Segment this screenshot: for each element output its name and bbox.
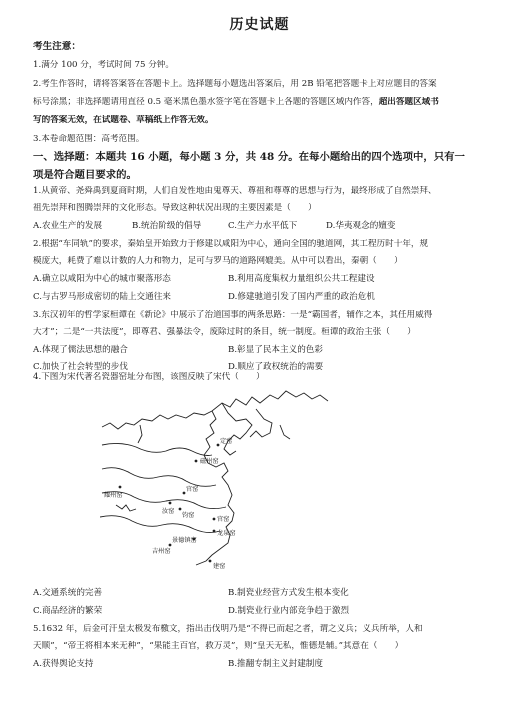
label-jizhou: 吉州窑 — [152, 548, 171, 555]
notice-line-1: 1.满分 100 分，考试时间 75 分钟。 — [33, 60, 174, 70]
marker-guanyao — [183, 492, 186, 495]
notice-line-3 — [33, 97, 495, 108]
song-kiln-map — [100, 385, 330, 580]
label-ruyao: 汝窑 — [162, 508, 175, 515]
q3-stem-line-1: 3.东汉初年的哲学家桓谭在《新论》中展示了治道国事的两条思路：一是“霸国者，辅作之本，其任用威得 — [33, 310, 433, 320]
q1-option-d: D.华夷观念的嬗变 — [326, 221, 396, 231]
q1-option-c: C.生产力水平低下 — [228, 221, 298, 231]
section-heading-line-2: 项是符合题目要求的。 — [33, 169, 137, 181]
label-cizhou: 磁州窑 — [200, 458, 219, 465]
marker-yaozhou — [119, 486, 122, 489]
notice-line-3-text: 标号涂黑；非选择题请用直径 0.5 毫米黑色墨水签字笔在答题卡上各题的答题区域内作答， — [33, 97, 379, 107]
q2-option-d: D.修建驰道引发了国内严重的政治危机 — [228, 292, 375, 302]
notice-line-5: 3.本卷命题范围：高考范围。 — [33, 134, 145, 144]
q1-option-a: A.农业生产的发展 — [33, 221, 103, 231]
q2-option-c: C.与古罗马形成密切的陆上交通往来 — [33, 292, 171, 302]
label-junyao: 钧窑 — [182, 512, 195, 519]
q2-stem-line-2: 模庞大，耗费了难以计数的人力和物力，足可与罗马的道路网媲美。从中可以看出，秦朝（ ） — [33, 256, 403, 266]
label-jingdezhen: 景德镇窑 — [172, 537, 197, 544]
page-title: 历史试题 — [229, 17, 290, 33]
notice-heading: 考生注意： — [33, 41, 81, 52]
q5-option-b: B.推翻专制主义封建制度 — [228, 659, 323, 669]
label-longquan: 龙泉窑 — [217, 530, 236, 537]
marker-guanyao2 — [213, 518, 216, 521]
q3-option-a: A.体现了儒法思想的融合 — [33, 345, 128, 355]
label-guanyao: 官窑 — [186, 486, 199, 493]
q4-stem: 4.下图为宋代著名瓷器窑址分布图，该图反映了宋代（ ） — [33, 372, 265, 382]
q3-stem-line-2: 大才”；二是“一共法度”，即尊君、强暴法令，废除过时的条目，统一制度。桓谭的政治主张（ ） — [33, 327, 416, 337]
marker-ruyao — [169, 502, 172, 505]
q4-option-d: D.制瓷业行业内部竞争趋于激烈 — [228, 606, 350, 616]
marker-dingyao — [217, 444, 220, 447]
notice-line-4: 写的答案无效，在试题卷、草稿纸上作答无效。 — [33, 115, 214, 125]
q5-stem-line-1: 5.1632 年，后金可汗皇太极发布檄文，指出击伐明乃是“不得已而起之者，谓之义兵；义兵所举，人和 — [33, 624, 423, 634]
q2-stem-line-1: 2.根据“车同轨”的要求，秦始皇开始致力于修建以咸阳为中心，通向全国的驰道网，其工程历时十年，规 — [33, 239, 429, 249]
q4-option-b: B.制瓷业经营方式发生根本变化 — [228, 588, 349, 598]
label-guanyao2: 官窑 — [217, 516, 230, 523]
section-heading-line-1: 一、选择题：本题共 16 小题，每小题 3 分，共 48 分。在每小题给出的四个选项中，只有一 — [33, 151, 465, 163]
q5-stem-line-2: 天顺”，“帝王将相本来无种”，“果能主百官，救万灵”，则“皇天无私，惟德是辅。”其意在（ ） — [33, 641, 404, 651]
notice-line-2: 2.考生作答时，请将答案答在答题卡上。选择题每小题选出答案后，用 2B 铅笔把答题卡上对应题目的答案 — [33, 79, 437, 89]
notice-line-3-bold: 超出答题区域书 — [378, 97, 439, 107]
q4-option-c: C.商品经济的繁荣 — [33, 606, 103, 616]
q4-option-a: A.交通系统的完善 — [33, 588, 103, 598]
label-dingyao: 定窑 — [220, 438, 233, 445]
q1-stem-line-1: 1.从黄帝、尧舜禹到夏商时期，人们自发性地由鬼尊天、尊祖和尊尊的思想与行为，最终形成了自然崇拜、 — [33, 186, 437, 196]
q3-option-d: D.顺应了政权统治的需要 — [228, 362, 324, 372]
marker-cizhou — [195, 460, 198, 463]
marker-junyao — [179, 508, 182, 511]
marker-jianyao — [209, 560, 212, 563]
coastline-outline — [100, 391, 328, 565]
q1-option-b: B.统治阶级的倡导 — [132, 221, 202, 231]
q5-option-a: A.获得舆论支持 — [33, 659, 94, 669]
marker-longquan — [213, 530, 216, 533]
q2-option-a: A.确立以咸阳为中心的城市聚落形态 — [33, 274, 171, 284]
q1-stem-line-2: 祖先崇拜和图腾崇拜的文化形态。导致这种状况出现的主要因素是（ ） — [33, 203, 317, 213]
label-jianyao: 建窑 — [213, 563, 226, 570]
q3-option-c: C.加快了社会转型的步伐 — [33, 362, 128, 372]
label-yaozhou: 耀州窑 — [104, 492, 123, 499]
q3-option-b: B.彰显了民本主义的色彩 — [228, 345, 323, 355]
q2-option-b: B.利用高度集权力量组织公共工程建设 — [228, 274, 375, 284]
marker-jizhou — [169, 544, 172, 547]
